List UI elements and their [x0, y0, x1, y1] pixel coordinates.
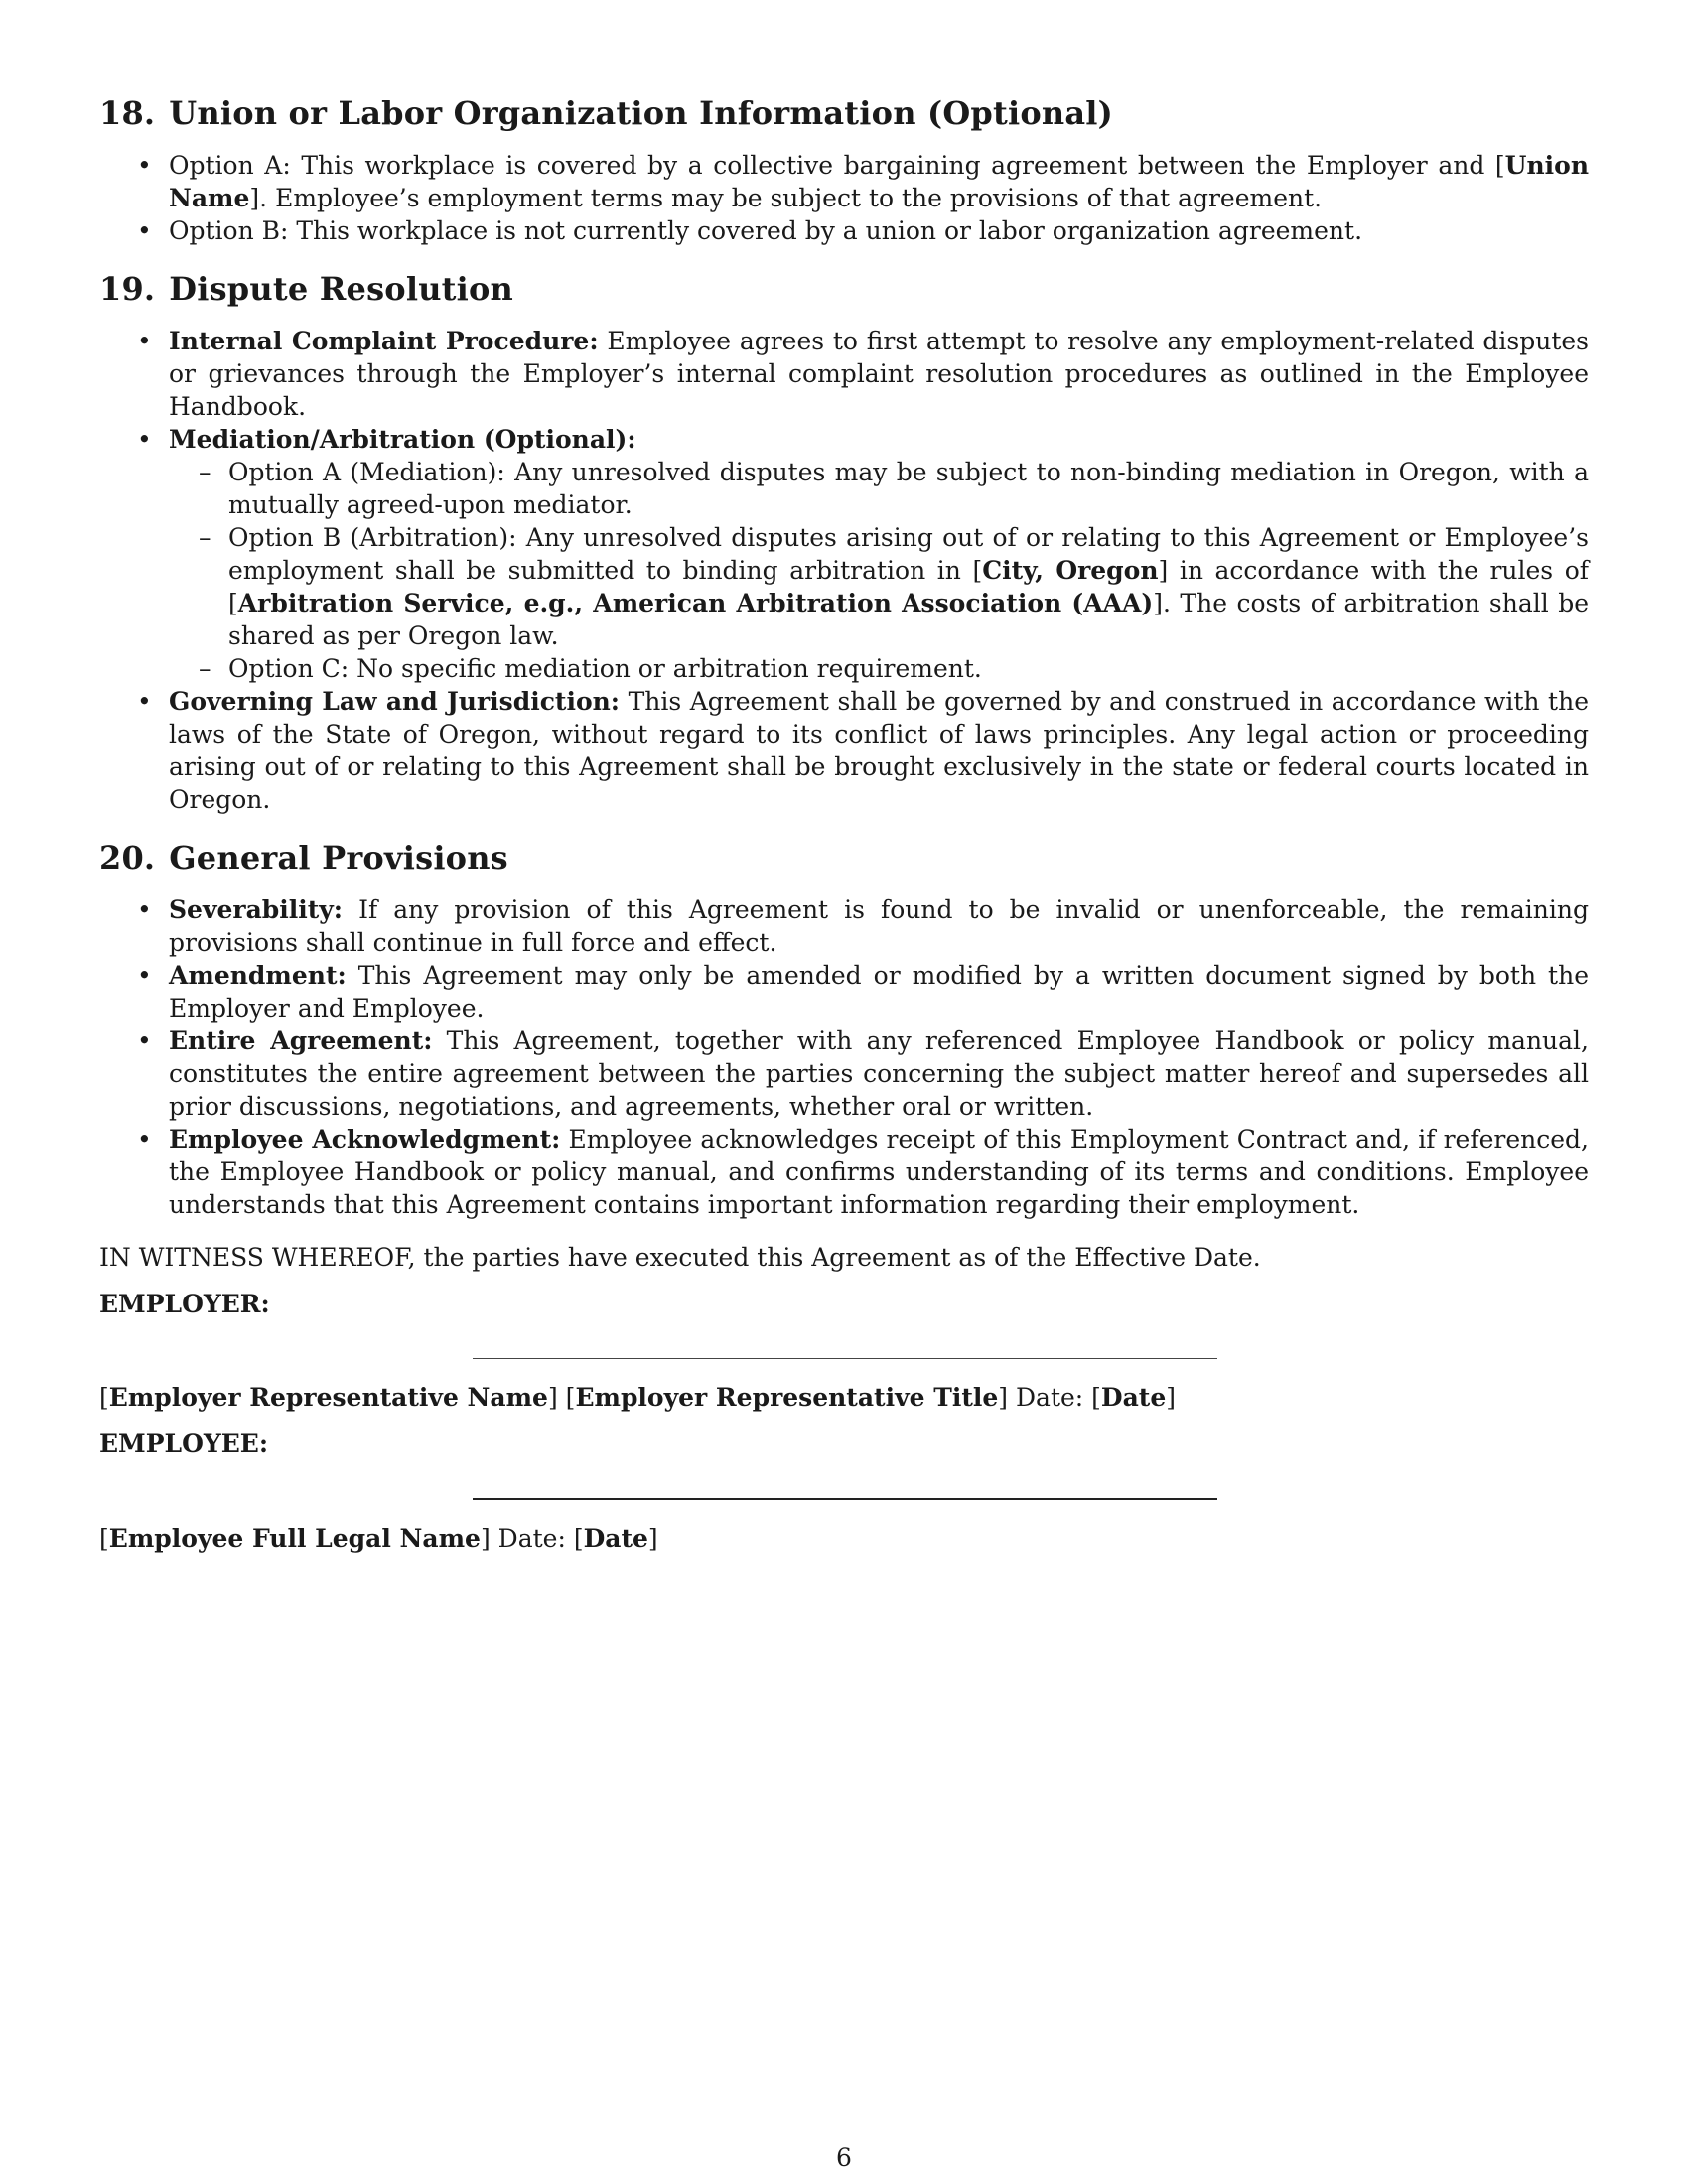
section-19-list	[99, 325, 1589, 816]
text: This Agreement may only be amended or modified by a written document signed by both the Employer and Employee.	[169, 961, 1589, 1023]
section-19-heading	[99, 267, 1589, 311]
text: ] in accordance with the rules of [	[228, 556, 1590, 617]
item-label: Severability:	[169, 895, 344, 924]
section-title: Union or Labor Organization Information (Optional)	[169, 94, 1113, 132]
section-title: Dispute Resolution	[169, 270, 514, 308]
item-label: Mediation/Arbitration (Optional):	[169, 425, 636, 454]
placeholder-employee-name: Employee Full Legal Name	[108, 1524, 481, 1553]
section-title: General Provisions	[169, 839, 508, 877]
list-item-option-a	[99, 149, 1589, 214]
list-item-employee-acknowledgment	[99, 1123, 1589, 1221]
section-18-list	[99, 149, 1589, 247]
list-item-internal-complaint	[99, 325, 1589, 423]
section-number: 19.	[99, 270, 156, 308]
text: ]. Employee’s employment terms may be subject to the provisions of that agreement.	[249, 184, 1323, 212]
sub-item-option-b	[169, 521, 1589, 652]
list-item-entire-agreement	[99, 1024, 1589, 1123]
placeholder-date: Date	[583, 1524, 648, 1553]
placeholder-date: Date	[1100, 1383, 1167, 1412]
text: Option B (Arbitration): Any unresolved disputes arising out of or relating to this Agreement or Employee’s employment shall be submitted to binding arbitration in [	[228, 523, 1589, 585]
date-label: Date:	[1008, 1383, 1092, 1412]
text: This Agreement shall be governed by and construed in accordance with the laws of the State of Oregon, without regard to its conflict of laws principles. Any legal action or proceeding arising out of or relating to this Agreement shall be brought exclusively in the state or federal courts located in Oregon.	[169, 687, 1589, 814]
employer-label: EMPLOYER:	[99, 1290, 270, 1318]
item-label: Entire Agreement:	[169, 1026, 433, 1055]
witness-statement: IN WITNESS WHEREOF, the parties have executed this Agreement as of the Effective Date.	[99, 1243, 1261, 1272]
section-20	[99, 836, 1589, 1221]
text: Option A: This workplace is covered by a collective bargaining agreement between the Employer and [	[169, 151, 1505, 180]
placeholder-city: City, Oregon	[982, 556, 1159, 585]
section-number: 20.	[99, 839, 156, 877]
text: Employee acknowledges receipt of this Employment Contract and, if referenced, the Employee Handbook or policy manual, and confirms understanding of its terms and conditions. Employee understands that this Agreement contains important information regarding their employment.	[169, 1125, 1589, 1219]
placeholder-arbitration-service: Arbitration Service, e.g., American Arbitration Association (AAA)	[237, 589, 1154, 617]
list-item-severability	[99, 893, 1589, 959]
sub-list	[169, 456, 1589, 685]
document-page	[99, 91, 1589, 1555]
list-item-mediation-arbitration	[99, 423, 1589, 685]
employer-signature-block: [Employer Representative Name] [Employer Representative Title] Date: [Date]	[99, 1383, 1177, 1412]
employee-signature-block: [Employee Full Legal Name] Date: [Date]	[99, 1524, 658, 1553]
placeholder-union-name: Union Name	[169, 151, 1589, 212]
employee-label: EMPLOYEE:	[99, 1430, 269, 1458]
date-label: Date:	[490, 1524, 574, 1553]
section-number: 18.	[99, 94, 156, 132]
employee-signature-line	[473, 1498, 1217, 1500]
section-18-heading	[99, 91, 1589, 135]
list-item-amendment	[99, 959, 1589, 1024]
item-label: Amendment:	[169, 961, 347, 990]
text: Employee agrees to first attempt to resolve any employment-related disputes or grievances through the Employer’s internal complaint resolution procedures as outlined in the Employee Handbook.	[169, 327, 1590, 421]
list-item-option-b: • Option B: This workplace is not currently covered by a union or labor organization agreement.	[99, 214, 1589, 247]
employer-signature-line	[473, 1358, 1217, 1359]
list-item-governing-law	[99, 685, 1589, 816]
page-number: 6	[836, 2143, 852, 2172]
text: This Agreement, together with any referenced Employee Handbook or policy manual, constitutes the entire agreement between the parties concerning the subject matter hereof and supersedes all prior discussions, negotiations, and agreements, whether oral or written.	[169, 1026, 1589, 1121]
placeholder-rep-name: Employer Representative Name	[108, 1383, 548, 1412]
section-18	[99, 91, 1589, 247]
section-19	[99, 267, 1589, 816]
placeholder-rep-title: Employer Representative Title	[575, 1383, 999, 1412]
sub-item-option-a: – Option A (Mediation): Any unresolved disputes may be subject to non-binding mediation in Oregon, with a mutually agreed-upon mediator.	[169, 456, 1589, 521]
sub-item-option-c: – Option C: No specific mediation or arbitration requirement.	[169, 652, 1589, 685]
section-20-list	[99, 893, 1589, 1221]
item-label: Internal Complaint Procedure:	[169, 327, 599, 355]
item-label: Governing Law and Jurisdiction:	[169, 687, 621, 716]
text: ]. The costs of arbitration shall be shared as per Oregon law.	[228, 589, 1589, 650]
item-label: Employee Acknowledgment:	[169, 1125, 561, 1154]
section-20-heading	[99, 836, 1589, 880]
text: If any provision of this Agreement is found to be invalid or unenforceable, the remaining provisions shall continue in full force and effect.	[169, 895, 1589, 957]
